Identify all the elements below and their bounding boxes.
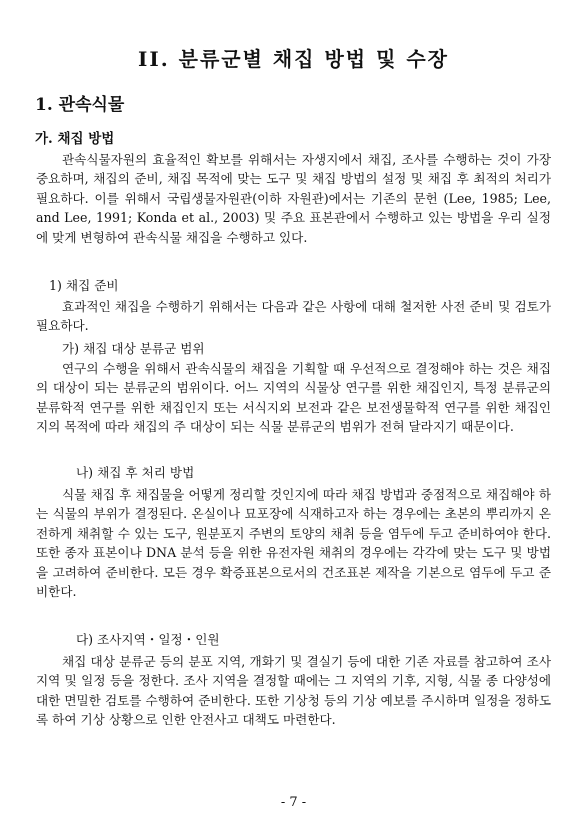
page-number: - 7 - [280, 795, 307, 810]
item-da-paragraph: 채집 대상 분류군 등의 분포 지역, 개화기 및 결실기 등에 대한 기존 자료를 참고하여 조사지역 및 일정 등을 정한다. 조사 지역을 결정할 때에는 그 지역의 기후, 지형, 식물 종 다양성에 대한 면밀한 검토를 수행하여 준비한다. 또한 기상청 등의 기상 예보를 주시하며 일정을 정하도록 하여 기상 상황으로 인한 안전사고 대책도 마련한다. [36, 654, 551, 728]
item-ga-heading: 가) 채집 대상 분류군 범위 [62, 341, 205, 356]
item1-paragraph: 효과적인 채집을 수행하기 위해서는 다음과 같은 사항에 대해 철저한 사전 준비 및 검토가 필요하다. [36, 299, 551, 334]
chapter-title: II. 분류군별 채집 방법 및 수장 [137, 47, 449, 71]
item-da-heading: 다) 조사지역・일정・인원 [76, 632, 220, 647]
section-title: 1. 관속식물 [35, 95, 125, 115]
item-ga-paragraph: 연구의 수행을 위해서 관속식물의 채집을 기획할 때 우선적으로 결정해야 하는 것은 채집의 대상이 되는 분류군의 범위이다. 어느 지역의 식물상 연구를 위한 채집인지, 특정 분류군의 분류학적 연구를 위한 채집인지 또는 서식지외 보전과 같은 보전생물학적 연구를 위한 채집인지의 목적에 따라 채집의 주 대상이 되는 식물 분류군의 범위가 전혀 달라지기 때문이다. [36, 361, 551, 435]
item-na-heading: 나) 채집 후 처리 방법 [76, 465, 195, 480]
intro-paragraph: 관속식물자원의 효율적인 확보를 위해서는 자생지에서 채집, 조사를 수행하는 것이 가장 중요하며, 채집의 준비, 채집 목적에 맞는 도구 및 채집 방법의 설정 및 채집 후 최적의 처리가 필요하다. 이를 위해서 국립생물자원관(이하 자원관)에서는 기존의 문헌 (Lee, 1985; Lee, and Lee, 1991; Konda et al., 2003) 및 주요 표본관에서 수행하고 있는 방법을 우리 실정에 맞게 변형하여 관속식물 채집을 수행하고 있다. [36, 152, 551, 245]
item-na-paragraph: 식물 채집 후 채집물을 어떻게 정리할 것인지에 따라 채집 방법과 중점적으로 채집해야 하는 식물의 부위가 결정된다. 온실이나 묘포장에 식재하고자 하는 경우에는 초본의 뿌리까지 온전하게 채취할 수 있는 도구, 원분포지 주변의 토양의 채취 등을 염두에 두고 준비하여야 한다. 또한 종자 표본이나 DNA 분석 등을 위한 유전자원 채취의 경우에는 각각에 맞는 도구 및 방법을 고려하여 준비한다. 모든 경우 확증표본으로서의 건조표본 제작을 기본으로 염두에 두고 준비한다. [36, 487, 551, 600]
subsection-title: 가. 채집 방법 [35, 131, 115, 147]
item1-heading: 1) 채집 준비 [49, 278, 119, 293]
